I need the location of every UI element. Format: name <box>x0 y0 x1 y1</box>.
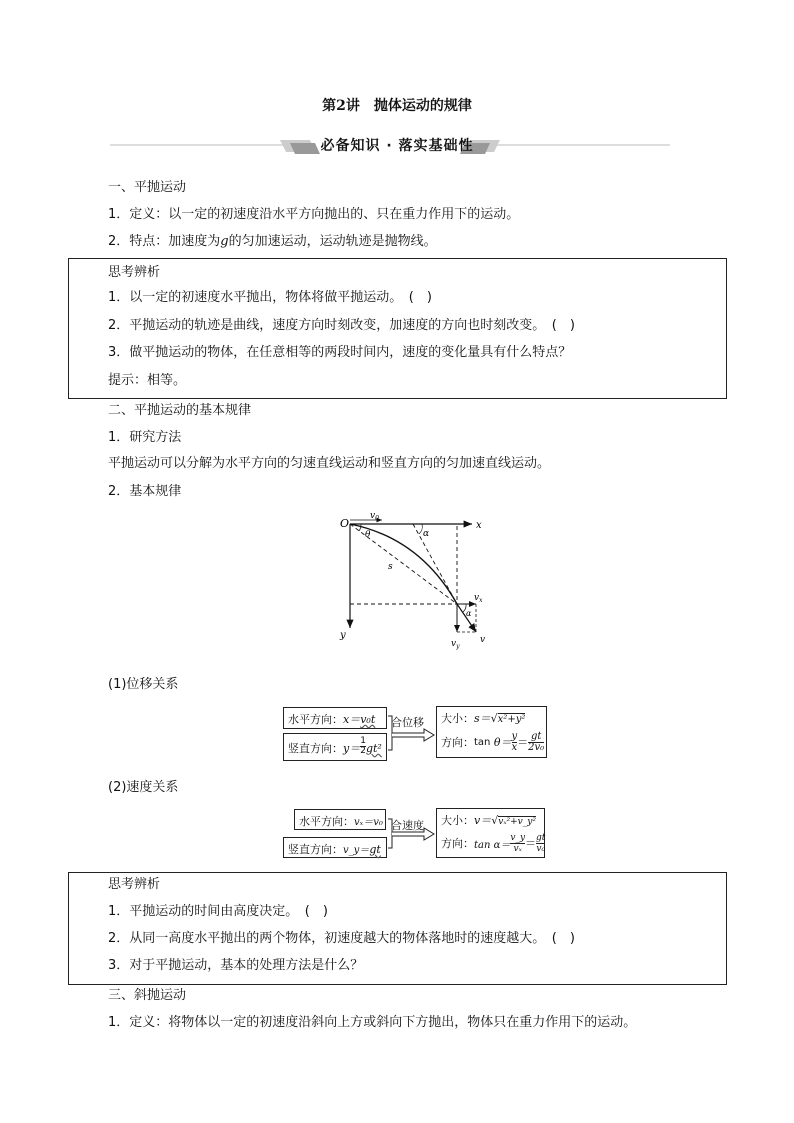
section1-heading: 一、平抛运动 <box>108 180 187 195</box>
v-label: v <box>480 635 486 645</box>
feature-prefix: 2．特点：加速度为 <box>108 234 221 249</box>
rules-heading: 2．基本规律 <box>108 484 182 499</box>
disp-size-rad: x²+y² <box>497 714 526 725</box>
theta-label: θ <box>365 530 371 540</box>
disp-dir-theta: θ＝ <box>493 736 512 749</box>
velocity-heading: (2)速度关系 <box>108 780 179 795</box>
think2-q3: 3．对于平抛运动，基本的处理方法是什么？ <box>108 958 364 973</box>
disp-dir-num2: gt <box>528 732 544 743</box>
disp-v-den: 2 <box>360 745 366 756</box>
vel-size-line <box>441 811 540 831</box>
vel-h-label: 水平方向： <box>299 815 354 828</box>
vel-dir-den2: v₀ <box>536 843 546 854</box>
disp-dir-eq: ＝ <box>517 736 529 749</box>
think2-q2: 2．从同一高度水平抛出的两个物体，初速度越大的物体落地时的速度越大。 ( ) <box>108 931 575 946</box>
disp-dir-den1: x <box>511 741 518 753</box>
think1-q3: 3．做平抛运动的物体，在任意相等的两段时间内，速度的变化量具有什么特点？ <box>108 345 572 360</box>
think1-title: 思考辨析 <box>108 265 161 280</box>
projectile-diagram <box>330 508 500 658</box>
disp-size-line <box>441 709 542 729</box>
vel-vertical-box <box>283 837 387 858</box>
vel-dir-label: 方向： <box>441 837 474 850</box>
disp-dir-den2: 2v₀ <box>528 741 545 753</box>
disp-combine-label: 合位移 <box>391 716 424 729</box>
sqrt-icon: √ <box>490 712 498 725</box>
section3-heading: 三、斜抛运动 <box>108 988 187 1003</box>
vel-size-eq: v＝ <box>474 814 492 827</box>
alpha2-label: α <box>466 609 472 618</box>
vel-h-eq: vₓ＝v₀ <box>354 817 383 828</box>
think1-hint: 提示：相等。 <box>108 373 187 388</box>
vel-dir-den1: vₓ <box>513 843 522 854</box>
disp-h-val: v₀t <box>360 713 376 726</box>
disp-h-eq: x＝ <box>343 713 361 726</box>
x-label: x <box>476 520 482 531</box>
method-text: 平抛运动可以分解为水平方向的匀速直线运动和竖直方向的匀加速直线运动。 <box>108 456 551 471</box>
disp-size-eq: s＝ <box>474 712 491 725</box>
v0-label: $v_0$ <box>370 511 379 522</box>
y-label: y <box>340 630 346 641</box>
vel-size-label: 大小： <box>441 814 474 827</box>
disp-dir-num1: y <box>511 730 518 742</box>
displacement-heading: (1)位移关系 <box>108 677 179 692</box>
vel-v-eq: v_y＝ <box>343 845 370 856</box>
disp-dir-label: 方向： <box>441 736 474 749</box>
feature-suffix: 的匀加速运动，运动轨迹是抛物线。 <box>228 234 437 249</box>
disp-vertical-box <box>283 733 387 761</box>
disp-v-label: 竖直方向： <box>288 742 343 755</box>
origin-label: O <box>340 517 350 530</box>
vel-combine-label: 合速度 <box>391 819 424 832</box>
vel-v-label: 竖直方向： <box>288 843 343 856</box>
section1-definition: 1．定义：以一定的初速度沿水平方向抛出的、只在重力作用下的运动。 <box>108 207 520 222</box>
section2-heading: 二、平抛运动的基本规律 <box>108 403 252 418</box>
disp-horizontal-box <box>283 707 387 729</box>
vx-label: $v_x$ <box>474 593 483 604</box>
think1-q2: 2．平抛运动的轨迹是曲线，速度方向时刻改变，加速度的方向也时刻改变。 ( ) <box>108 318 575 333</box>
disp-dir-line <box>441 729 545 755</box>
disp-v-num: 1 <box>360 735 366 746</box>
think2-q1: 1．平抛运动的时间由高度决定。 ( ) <box>108 904 328 919</box>
section1-feature <box>108 234 437 250</box>
s-label: s <box>388 562 393 572</box>
think2-title: 思考辨析 <box>108 877 161 892</box>
page-title: 第2讲 抛体运动的规律 <box>322 98 472 114</box>
section3-definition: 1．定义：将物体以一定的初速度沿斜向上方或斜向下方抛出，物体只在重力作用下的运动。 <box>108 1015 637 1030</box>
disp-v-rest: gt² <box>365 742 382 755</box>
method-heading: 1．研究方法 <box>108 430 182 445</box>
feature-var: g <box>220 234 229 249</box>
vel-dir-line <box>441 831 546 855</box>
disp-dir-tan: tan <box>474 736 491 748</box>
vel-horizontal-box <box>294 809 386 830</box>
vel-dir-num1: v_y <box>510 832 526 843</box>
disp-result-box <box>436 706 547 758</box>
vel-dir-num2: gt <box>536 832 546 843</box>
vel-v-val: gt <box>369 843 381 856</box>
section-banner: 必备知识 · 落实基础性 <box>320 138 474 154</box>
disp-size-label: 大小： <box>441 712 474 725</box>
vel-dir-tan: tan α＝ <box>474 839 511 851</box>
alpha-label: α <box>423 529 430 539</box>
sqrt-icon: √ <box>491 814 499 827</box>
disp-v-eq: y＝ <box>343 742 361 755</box>
vel-result-box <box>436 808 545 858</box>
disp-h-label: 水平方向： <box>288 713 343 726</box>
vel-dir-eq: ＝ <box>525 837 537 850</box>
vy-label: $v_y$ <box>451 639 460 650</box>
vel-size-rad: vₓ²+v_y² <box>498 817 536 827</box>
think1-q1: 1．以一定的初速度水平抛出，物体将做平抛运动。 ( ) <box>108 290 432 305</box>
